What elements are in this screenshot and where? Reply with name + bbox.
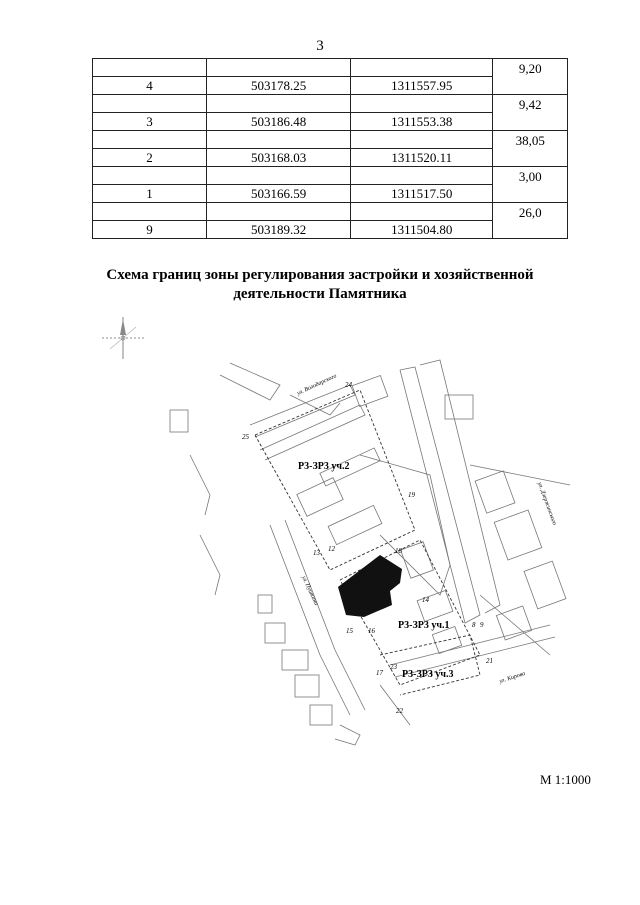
point-18: 18	[395, 547, 402, 555]
table-cell-point: 1	[93, 185, 207, 203]
zone-label-2: Р3-ЗР3 уч.2	[298, 461, 350, 472]
table-cell-y: 1311517.50	[351, 185, 493, 203]
north-arrow-icon	[100, 315, 146, 361]
table-cell-distance: 38,05	[493, 131, 568, 149]
point-23: 23	[390, 663, 397, 671]
table-cell-point: 2	[93, 149, 207, 167]
table-cell-x: 503186.48	[206, 113, 350, 131]
table-row	[93, 59, 568, 77]
table-cell-distance	[493, 77, 568, 95]
table-cell-y	[351, 167, 493, 185]
zone-label-1: Р3-ЗР3 уч.1	[398, 620, 450, 631]
table-cell-point	[93, 95, 207, 113]
table-cell-point: 9	[93, 221, 207, 239]
table-row	[93, 149, 568, 167]
point-14: 14	[422, 596, 429, 604]
street-label-east: ул. Дзержинского	[536, 481, 558, 526]
street-label-north: ул. Володарского	[296, 373, 338, 397]
table-cell-y: 1311504.80	[351, 221, 493, 239]
table-cell-distance	[493, 185, 568, 203]
table-cell-x	[206, 203, 350, 221]
point-12: 12	[328, 545, 335, 553]
table-cell-distance: 3,00	[493, 167, 568, 185]
table-cell-y: 1311520.11	[351, 149, 493, 167]
table-row	[93, 95, 568, 113]
table-row	[93, 113, 568, 131]
table-row	[93, 77, 568, 95]
table-cell-point	[93, 167, 207, 185]
table-cell-distance	[493, 221, 568, 239]
point-16: 16	[368, 627, 375, 635]
map-scale: М 1:1000	[540, 772, 591, 787]
table-cell-y	[351, 59, 493, 77]
table-cell-x: 503189.32	[206, 221, 350, 239]
coordinates-table	[92, 58, 568, 239]
table-row	[93, 221, 568, 239]
point-9: 9	[480, 621, 484, 629]
table-cell-point: 4	[93, 77, 207, 95]
table-cell-point: 3	[93, 113, 207, 131]
schema-title	[60, 266, 580, 304]
table-row	[93, 185, 568, 203]
table-row	[93, 203, 568, 221]
point-19: 19	[408, 491, 415, 499]
zone-label-3: Р3-ЗР3 уч.3	[402, 669, 454, 680]
point-17: 17	[376, 669, 383, 677]
table-cell-distance: 9,42	[493, 95, 568, 113]
coordinates-table-body	[93, 59, 568, 239]
table-cell-point	[93, 131, 207, 149]
table-cell-distance: 26,0	[493, 203, 568, 221]
point-25: 25	[242, 433, 249, 441]
page-number: 3	[316, 38, 324, 54]
table-row	[93, 167, 568, 185]
point-24: 24	[345, 381, 352, 389]
table-cell-x: 503168.03	[206, 149, 350, 167]
point-21: 21	[486, 657, 493, 665]
point-8: 8	[472, 621, 476, 629]
table-cell-y	[351, 203, 493, 221]
table-cell-x	[206, 131, 350, 149]
schema-title-line2: деятельности Памятника	[233, 286, 407, 302]
table-cell-point	[93, 59, 207, 77]
table-cell-x	[206, 167, 350, 185]
table-cell-distance: 9,20	[493, 59, 568, 77]
site-plan-map	[150, 355, 590, 755]
table-row	[93, 131, 568, 149]
table-cell-distance	[493, 113, 568, 131]
point-13: 13	[313, 549, 320, 557]
table-cell-x: 503178.25	[206, 77, 350, 95]
table-cell-point	[93, 203, 207, 221]
street-label-south: ул. Кирова	[498, 670, 526, 685]
schema-title-line1: Схема границ зоны регулирования застройки и хозяйственной	[106, 267, 534, 283]
table-cell-distance	[493, 149, 568, 167]
street-label-west: ул. Пушкина	[300, 575, 319, 607]
table-cell-x: 503166.59	[206, 185, 350, 203]
table-cell-y	[351, 95, 493, 113]
table-cell-y: 1311557.95	[351, 77, 493, 95]
point-15: 15	[346, 627, 353, 635]
point-22: 22	[396, 707, 403, 715]
table-cell-y: 1311553.38	[351, 113, 493, 131]
monument-building	[338, 555, 402, 617]
table-cell-y	[351, 131, 493, 149]
table-cell-x	[206, 95, 350, 113]
table-cell-x	[206, 59, 350, 77]
